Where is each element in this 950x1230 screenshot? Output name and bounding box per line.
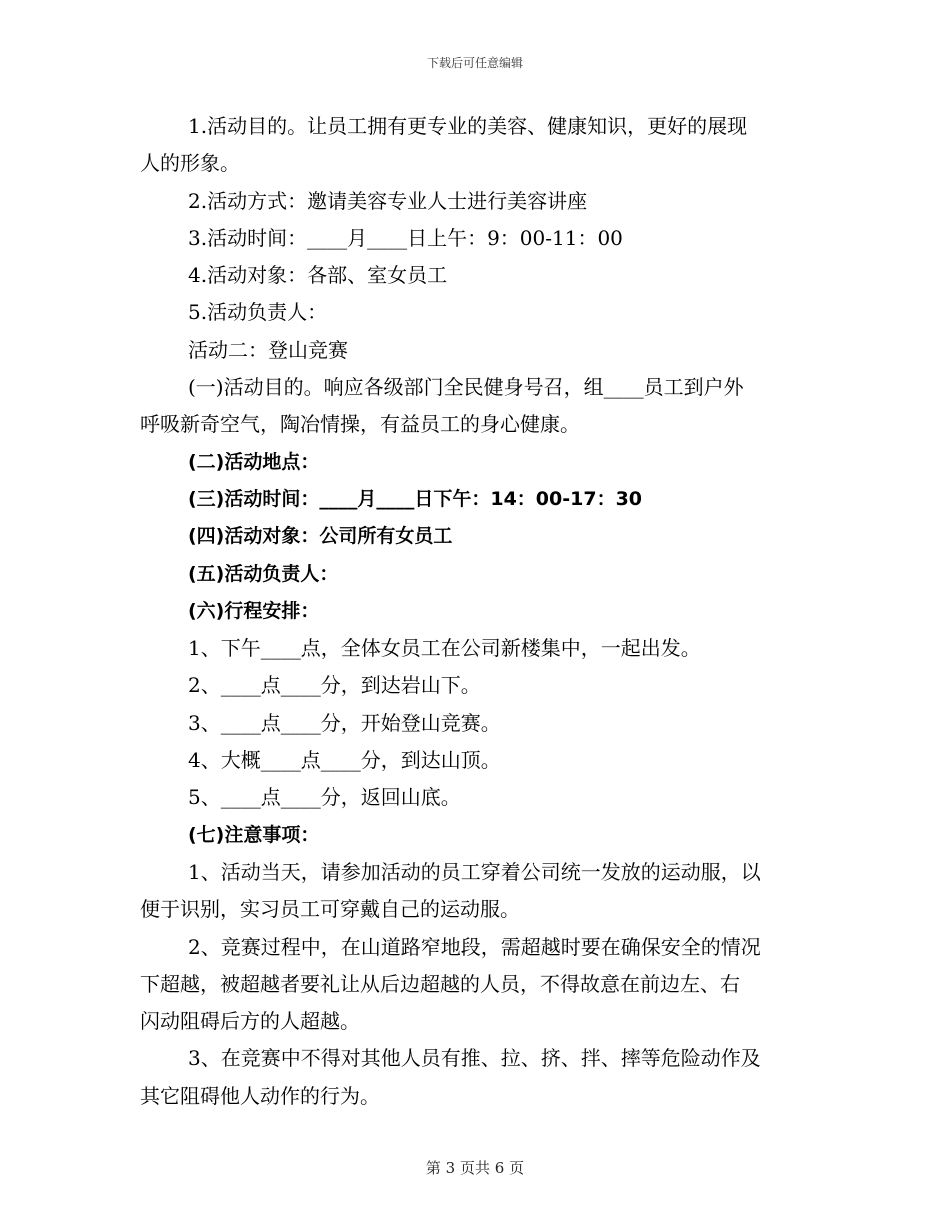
text-line: 人的形象。: [140, 151, 240, 176]
text-line: 2、竞赛过程中，在山道路窄地段，需超越时要在确保安全的情况: [188, 934, 761, 959]
document-body: [140, 108, 810, 1115]
text-line: 2、____点____分，到达岩山下。: [188, 673, 481, 698]
text-line: 1、活动当天，请参加活动的员工穿着公司统一发放的运动服，以: [188, 859, 761, 884]
text-line: 2.活动方式：邀请美容专业人士进行美容讲座: [188, 188, 588, 213]
text-line: 下超越，被超越者要礼让从后边超越的人员，不得故意在前边左、右: [140, 971, 740, 996]
text-line: (三)活动时间：____月____日下午：14：00-17：30: [188, 487, 643, 510]
text-line: 1.活动目的。让员工拥有更专业的美容、健康知识，更好的展现: [188, 114, 748, 138]
text-line: 5、____点____分，返回山底。: [188, 785, 461, 810]
text-line: 4、大概____点____分，到达山顶。: [188, 748, 501, 773]
text-line: 便于识别，实习员工可穿戴自己的运动服。: [140, 897, 520, 922]
text-line: 1、下午____点，全体女员工在公司新楼集中，一起出发。: [188, 636, 701, 661]
text-line: 3、在竞赛中不得对其他人员有推、拉、挤、拌、摔等危险动作及: [188, 1046, 761, 1071]
text-line: 3、____点____分，开始登山竞赛。: [188, 710, 501, 735]
text-line: (五)活动负责人：: [188, 562, 339, 585]
page-footer: 第 3 页共 6 页: [425, 1159, 525, 1177]
page-header: 下载后可任意编辑: [426, 56, 523, 70]
text-line: 呼吸新奇空气，陶冶情操，有益员工的身心健康。: [140, 412, 580, 437]
text-line: 闪动阻碍后方的人超越。: [140, 1009, 360, 1034]
text-line: (七)注意事项：: [188, 823, 320, 846]
text-line: 3.活动时间：____月____日上午：9：00-11：00: [188, 225, 623, 250]
text-line: (四)活动对象：公司所有女员工: [188, 525, 453, 548]
text-line: (六)行程安排：: [188, 599, 320, 622]
text-line: 4.活动对象：各部、室女员工: [188, 263, 448, 288]
text-line: 活动二：登山竞赛: [188, 337, 348, 362]
text-line: (二)活动地点：: [188, 450, 320, 473]
text-line: 其它阻碍他人动作的行为。: [140, 1083, 380, 1108]
text-line: 5.活动负责人：: [188, 300, 328, 325]
text-line: (一)活动目的。响应各级部门全民健身号召，组____员工到户外: [188, 375, 744, 400]
